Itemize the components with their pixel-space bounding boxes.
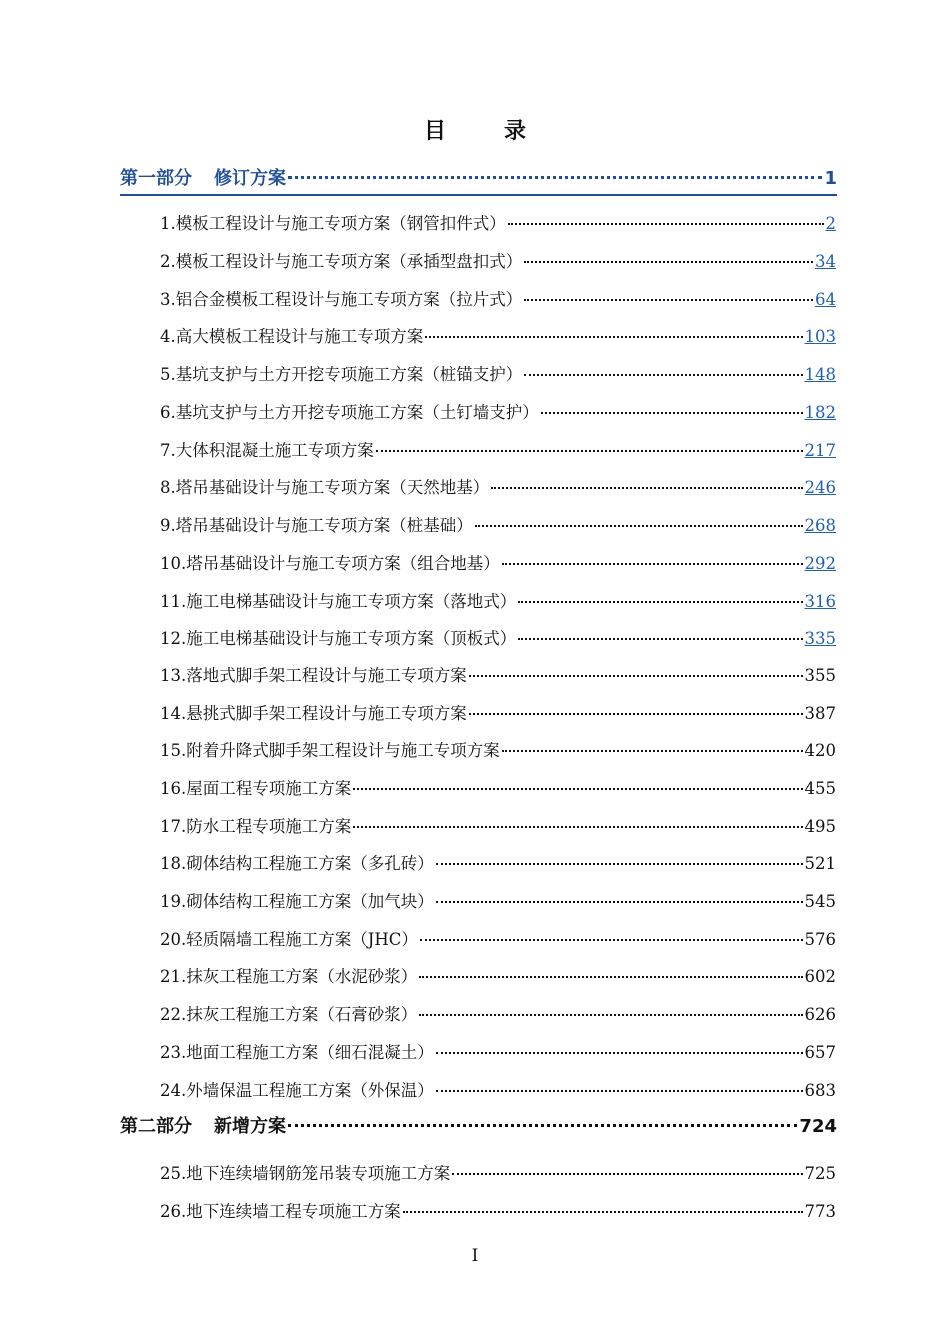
- leader-dots: [376, 450, 803, 452]
- leader-dots: [436, 863, 803, 865]
- entry-page-link[interactable]: 34: [815, 252, 836, 271]
- entry-page: 725: [804, 1164, 836, 1183]
- entry-page: 626: [804, 1005, 836, 1024]
- entry-page-link[interactable]: 2: [825, 214, 836, 233]
- entry-page-link[interactable]: 316: [804, 592, 836, 611]
- part-2-name: 新增方案: [214, 1116, 286, 1137]
- toc-entry-14[interactable]: [160, 700, 836, 726]
- entry-title: 15.附着升降式脚手架工程设计与施工专项方案: [160, 741, 500, 760]
- entry-title: 18.砌体结构工程施工方案（多孔砖）: [160, 854, 434, 873]
- entry-title: 16.屋面工程专项施工方案: [160, 779, 352, 798]
- entry-page: 455: [804, 779, 836, 798]
- leader-dots: [469, 675, 803, 677]
- part-1-label: 第一部分: [120, 168, 192, 189]
- entry-page: 773: [804, 1202, 836, 1221]
- entry-title: 5.基坑支护与土方开挖专项施工方案（桩锚支护）: [160, 365, 523, 384]
- leader-dots: [420, 939, 803, 941]
- toc-entry-25[interactable]: [160, 1160, 836, 1186]
- toc-entry-17[interactable]: [160, 813, 836, 839]
- toc-part-2[interactable]: [120, 1112, 837, 1142]
- part-1-name: 修订方案: [214, 168, 286, 189]
- part-1-page[interactable]: 1: [824, 168, 837, 189]
- leader-dots: [353, 788, 802, 790]
- toc-entry-18[interactable]: [160, 850, 836, 876]
- leader-dots: [452, 1173, 802, 1175]
- toc-entry-19[interactable]: [160, 888, 836, 914]
- entry-title: 24.外墙保温工程施工方案（外保温）: [160, 1081, 434, 1100]
- entry-page-link[interactable]: 64: [815, 290, 836, 309]
- entry-page: 521: [804, 854, 836, 873]
- entry-title: 7.大体积混凝土施工专项方案: [160, 441, 374, 460]
- entry-title: 17.防水工程专项施工方案: [160, 817, 352, 836]
- entry-title: 2.模板工程设计与施工专项方案（承插型盘扣式）: [160, 252, 523, 271]
- part-2-label: 第二部分: [120, 1116, 192, 1137]
- entry-title: 4.高大模板工程设计与施工专项方案: [160, 327, 424, 346]
- toc-part-1[interactable]: [120, 164, 837, 196]
- entry-page: 545: [804, 892, 836, 911]
- entry-page: 420: [804, 741, 836, 760]
- toc-entry-21[interactable]: [160, 963, 836, 989]
- toc-entry-11[interactable]: [160, 588, 836, 614]
- entry-page-link[interactable]: 148: [804, 365, 836, 384]
- leader-dots: [524, 374, 802, 376]
- toc-entry-7[interactable]: [160, 437, 836, 463]
- leader-dots: [524, 261, 813, 263]
- toc-entry-15[interactable]: [160, 737, 836, 763]
- entry-title: 26.地下连续墙工程专项施工方案: [160, 1202, 401, 1221]
- leader-dots: [288, 1124, 797, 1127]
- entry-page: 683: [804, 1081, 836, 1100]
- entry-title: 9.塔吊基础设计与施工专项方案（桩基础）: [160, 516, 473, 535]
- toc-entry-12[interactable]: [160, 625, 836, 651]
- entry-title: 13.落地式脚手架工程设计与施工专项方案: [160, 666, 467, 685]
- toc-entry-6[interactable]: [160, 399, 836, 425]
- entry-title: 23.地面工程施工方案（细石混凝土）: [160, 1043, 434, 1062]
- page-title: 目 录: [423, 119, 544, 144]
- leader-dots: [288, 176, 822, 179]
- leader-dots: [403, 1211, 803, 1213]
- toc-entry-10[interactable]: [160, 550, 836, 576]
- entry-page: 495: [804, 817, 836, 836]
- leader-dots: [541, 412, 803, 414]
- toc-entry-24[interactable]: [160, 1077, 836, 1103]
- leader-dots: [425, 336, 802, 338]
- entry-title: 14.悬挑式脚手架工程设计与施工专项方案: [160, 704, 467, 723]
- leader-dots: [436, 1052, 803, 1054]
- entry-page-link[interactable]: 268: [804, 516, 836, 535]
- leader-dots: [436, 901, 803, 903]
- leader-dots: [518, 601, 802, 603]
- leader-dots: [475, 525, 803, 527]
- toc-entry-23[interactable]: [160, 1039, 836, 1065]
- entry-page-link[interactable]: 217: [804, 441, 836, 460]
- toc-entry-26[interactable]: [160, 1198, 836, 1224]
- entry-page-link[interactable]: 246: [804, 478, 836, 497]
- entry-page: 602: [804, 967, 836, 986]
- entry-title: 1.模板工程设计与施工专项方案（钢管扣件式）: [160, 214, 506, 233]
- entry-title: 6.基坑支护与土方开挖专项施工方案（土钉墙支护）: [160, 403, 539, 422]
- toc-entry-16[interactable]: [160, 775, 836, 801]
- toc-entry-3[interactable]: [160, 286, 836, 312]
- entry-title: 22.抹灰工程施工方案（石膏砂浆）: [160, 1005, 418, 1024]
- entry-title: 21.抹灰工程施工方案（水泥砂浆）: [160, 967, 418, 986]
- entry-page: 387: [804, 704, 836, 723]
- leader-dots: [419, 976, 802, 978]
- entry-title: 11.施工电梯基础设计与施工专项方案（落地式）: [160, 592, 517, 611]
- page-number: I: [471, 1246, 479, 1266]
- entry-page: 355: [804, 666, 836, 685]
- leader-dots: [502, 750, 803, 752]
- toc-entry-20[interactable]: [160, 926, 836, 952]
- toc-entry-8[interactable]: [160, 474, 836, 500]
- entry-page-link[interactable]: 335: [804, 629, 836, 648]
- leader-dots: [491, 487, 802, 489]
- toc-entry-22[interactable]: [160, 1001, 836, 1027]
- entry-page-link[interactable]: 103: [804, 327, 836, 346]
- entry-title: 20.轻质隔墙工程施工方案（JHC）: [160, 930, 418, 949]
- entry-title: 19.砌体结构工程施工方案（加气块）: [160, 892, 434, 911]
- entry-page: 657: [804, 1043, 836, 1062]
- leader-dots: [469, 713, 803, 715]
- leader-dots: [508, 223, 824, 225]
- leader-dots: [436, 1090, 803, 1092]
- part-2-page: 724: [799, 1116, 837, 1137]
- entry-title: 3.铝合金模板工程设计与施工专项方案（拉片式）: [160, 290, 523, 309]
- entry-page-link[interactable]: 182: [804, 403, 836, 422]
- leader-dots: [419, 1014, 802, 1016]
- leader-dots: [502, 563, 803, 565]
- entry-title: 25.地下连续墙钢筋笼吊装专项施工方案: [160, 1164, 451, 1183]
- entry-title: 10.塔吊基础设计与施工专项方案（组合地基）: [160, 554, 500, 573]
- toc-entry-2[interactable]: [160, 248, 836, 274]
- entry-page: 576: [804, 930, 836, 949]
- toc-entry-4[interactable]: [160, 323, 836, 349]
- entry-title: 8.塔吊基础设计与施工专项方案（天然地基）: [160, 478, 490, 497]
- toc-entry-5[interactable]: [160, 361, 836, 387]
- leader-dots: [353, 826, 802, 828]
- leader-dots: [518, 638, 802, 640]
- entry-title: 12.施工电梯基础设计与施工专项方案（顶板式）: [160, 629, 517, 648]
- toc-entry-13[interactable]: [160, 662, 836, 688]
- toc-entry-9[interactable]: [160, 512, 836, 538]
- leader-dots: [524, 299, 813, 301]
- toc-entry-1[interactable]: [160, 210, 836, 236]
- entry-page-link[interactable]: 292: [804, 554, 836, 573]
